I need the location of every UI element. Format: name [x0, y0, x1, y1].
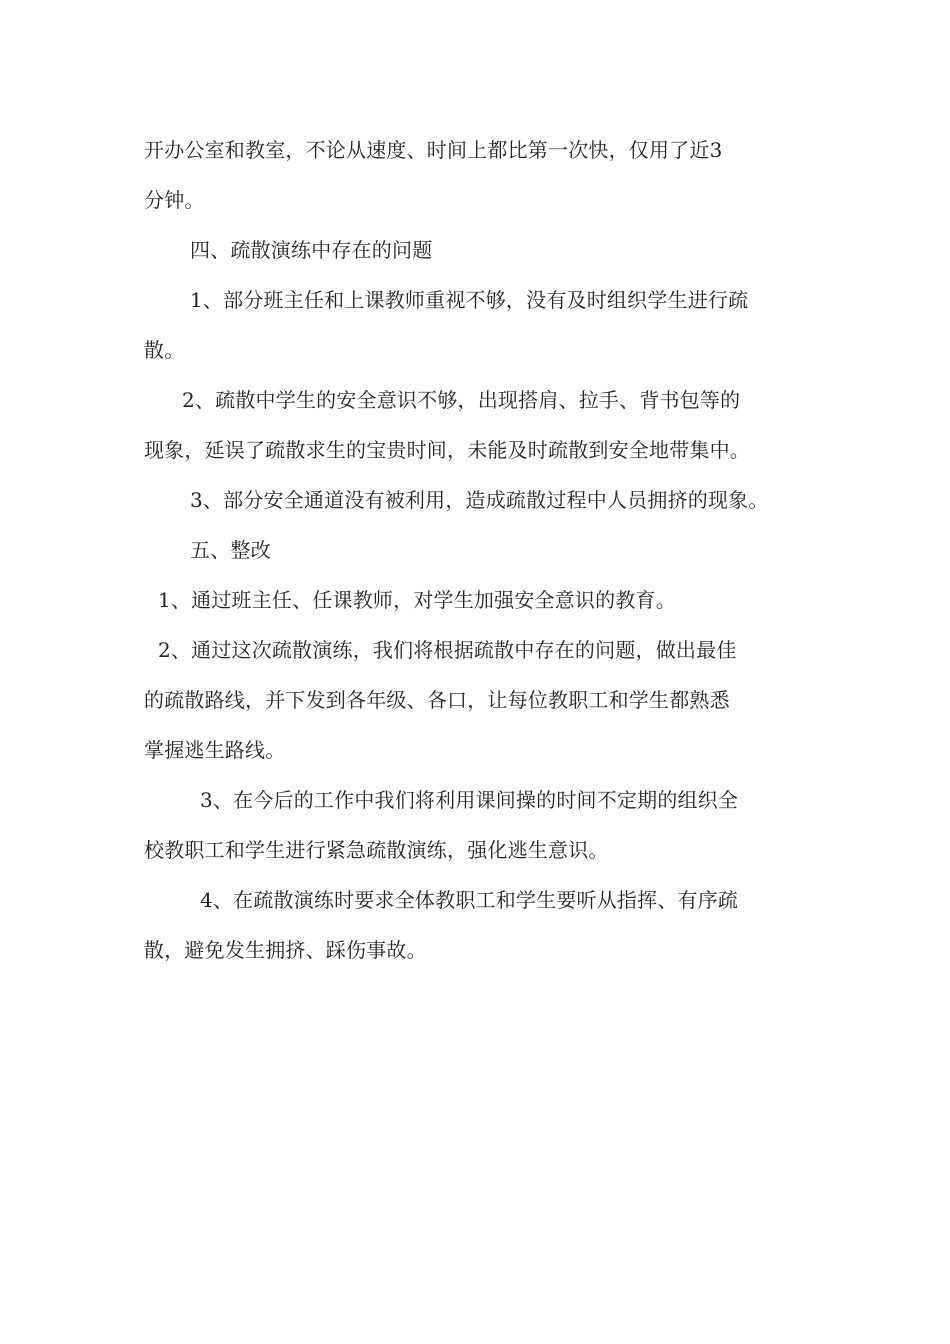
list-item: 2、通过这次疏散演练，我们将根据疏散中存在的问题，做出最佳: [158, 638, 737, 662]
text-line: 散，避免发生拥挤、踩伤事故。: [144, 938, 427, 962]
text-line: 散。: [144, 338, 185, 362]
list-item: 2、疏散中学生的安全意识不够，出现搭肩、拉手、背书包等的: [182, 388, 741, 412]
text-line: 的疏散路线，并下发到各年级、各口，让每位教职工和学生都熟悉: [144, 688, 730, 712]
list-item: 1、通过班主任、任课教师，对学生加强安全意识的教育。: [158, 588, 676, 612]
list-item: 1、部分班主任和上课教师重视不够，没有及时组织学生进行疏: [190, 288, 749, 312]
list-item: 3、部分安全通道没有被利用，造成疏散过程中人员拥挤的现象。: [190, 488, 769, 512]
text-line: 开办公室和教室，不论从速度、时间上都比第一次快，仅用了近3: [144, 138, 723, 162]
section-heading: 五、整改: [190, 538, 271, 562]
text-line: 分钟。: [144, 188, 205, 212]
text-line: 掌握逃生路线。: [144, 738, 286, 762]
text-line: 现象，延误了疏散求生的宝贵时间，未能及时疏散到安全地带集中。: [144, 438, 750, 462]
text-line: 校教职工和学生进行紧急疏散演练，强化逃生意识。: [144, 838, 609, 862]
list-item: 3、在今后的工作中我们将利用课间操的时间不定期的组织全: [200, 788, 739, 812]
list-item: 4、在疏散演练时要求全体教职工和学生要听从指挥、有序疏: [200, 888, 739, 912]
section-heading: 四、疏散演练中存在的问题: [190, 238, 433, 262]
